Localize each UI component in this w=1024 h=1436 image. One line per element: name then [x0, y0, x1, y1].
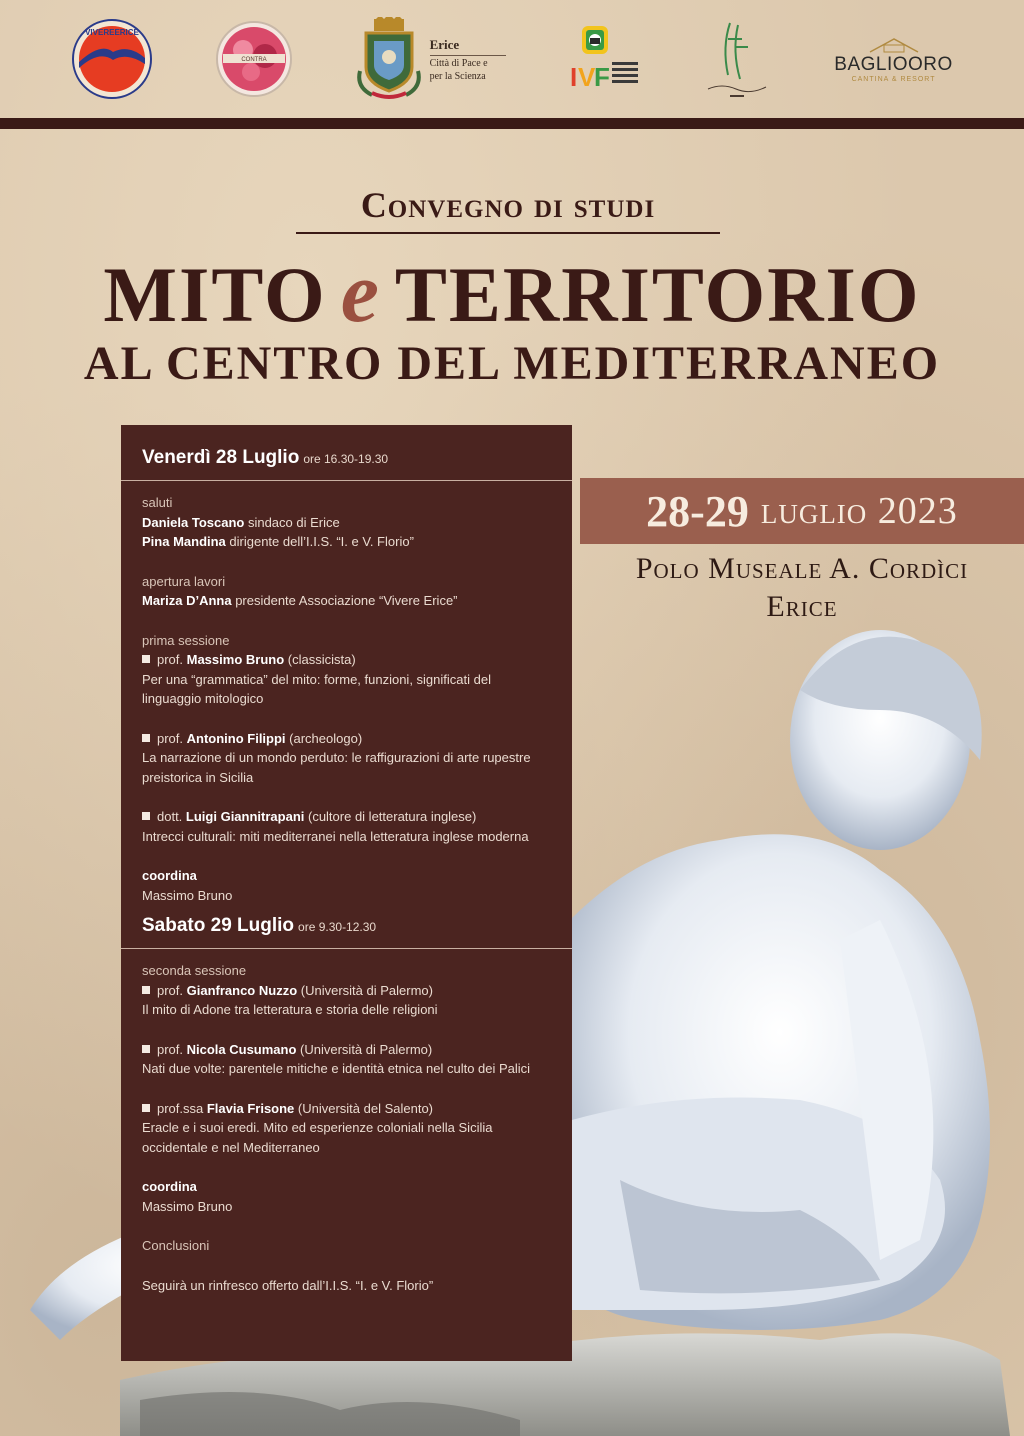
conclusioni-label: Conclusioni: [142, 1238, 210, 1253]
talk-title: Intrecci culturali: miti mediterranei nella letteratura inglese moderna: [142, 828, 529, 844]
event-month-year: luglio 2023: [760, 490, 958, 532]
session-label: seconda sessione: [142, 963, 247, 978]
speaker-name: Daniela Toscano: [142, 514, 245, 530]
speaker-role: (classicista): [284, 652, 356, 667]
speaker-title: prof.: [157, 730, 187, 746]
talk-title: Nati due volte: parentele mitiche e identità etnica nel culto dei Palici: [142, 1061, 531, 1076]
venue-line-2: Erice: [766, 590, 838, 623]
bullet-icon: [142, 986, 150, 994]
speaker-name: Pina Mandina: [142, 534, 226, 549]
winery-signature-logo: [702, 17, 772, 101]
speaker-role: dirigente dell’I.I.S. “I. e V. Florio”: [225, 534, 414, 549]
day1-time: ore 16.30-19.30: [303, 452, 389, 466]
baglio-name: BAGLIOORO: [834, 53, 953, 75]
talk-title: La narrazione di un mondo perduto: le raffigurazioni di arte rupestre preistorica in Sicilia: [142, 750, 531, 785]
convegno-heading: Convegno di studi: [296, 184, 720, 234]
speaker-title: prof.: [157, 982, 187, 998]
speaker-role: (cultore di letteratura inglese): [304, 809, 477, 824]
bullet-icon: [142, 1045, 150, 1053]
main-title: [0, 242, 1024, 342]
speaker-title: prof.ssa: [157, 1100, 207, 1116]
session-label: prima sessione: [142, 632, 230, 648]
saluti-block: [142, 493, 552, 552]
speaker-title: prof.: [157, 652, 187, 667]
coordina-block: [142, 866, 552, 905]
coordina-name: Massimo Bruno: [142, 1198, 233, 1214]
speaker-name: Antonino Filippi: [186, 730, 286, 746]
partner-logos: [0, 0, 1024, 118]
talk-item: [142, 1099, 552, 1158]
bullet-icon: [142, 734, 150, 742]
speaker-role: presidente Associazione “Vivere Erice”: [231, 593, 458, 608]
talk-title: Per una “grammatica” del mito: forme, funzioni, significati del linguaggio mitologico: [142, 671, 491, 706]
vivere-erice-logo: [71, 18, 153, 100]
speaker-role: (Università di Palermo): [297, 982, 433, 998]
bullet-icon: [142, 1104, 150, 1112]
contra-comune-logo: [215, 20, 293, 98]
erice-name: Erice: [430, 37, 506, 56]
speaker-name: Gianfranco Nuzzo: [186, 982, 298, 998]
talk-item: [142, 807, 552, 846]
coordina-block: [142, 1177, 552, 1216]
program-panel: [121, 425, 572, 1361]
event-dates: 28-29: [646, 486, 749, 536]
venue-line-1: Polo Museale A. Cordìci: [635, 552, 969, 585]
florio-school-logo: [568, 24, 640, 94]
rinfresco-note: [142, 1276, 552, 1296]
talk-title: Eracle e i suoi eredi. Mito ed esperienze coloniali nella Sicilia occidentale e nel Mediterraneo: [142, 1120, 493, 1155]
baglio-oro-logo: [834, 36, 953, 83]
talk-item: [142, 1040, 552, 1079]
speaker-role: (Università del Salento): [294, 1100, 434, 1116]
baglio-sub: CANTINA & RESORT: [851, 75, 936, 83]
talk-item: [142, 961, 552, 1020]
day1-title: Venerdì 28 Luglio: [142, 447, 300, 468]
svg-text:I: I: [569, 62, 578, 92]
day2-time: ore 9.30-12.30: [298, 920, 377, 934]
speaker-name: Nicola Cusumano: [186, 1041, 297, 1057]
main-subtitle: AL CENTRO DEL MEDITERRANEO: [83, 337, 941, 390]
svg-text:VIVEREERICE: VIVEREERICE: [85, 28, 140, 37]
speaker-name: Massimo Bruno: [186, 652, 285, 667]
rinfresco-text: Seguirà un rinfresco offerto dall’I.I.S. “I. e V. Florio”: [142, 1277, 434, 1293]
talk-item: [142, 729, 552, 788]
day1-divider: [121, 480, 572, 481]
day2-divider: [121, 948, 572, 949]
header-divider: [0, 118, 1024, 129]
erice-motto-1: Città di Pace e: [429, 57, 488, 69]
speaker-title: dott.: [157, 809, 186, 824]
speaker-name: Mariza D’Anna: [142, 593, 232, 608]
speaker-name: Flavia Frisone: [206, 1100, 295, 1116]
talk-item: [142, 631, 552, 709]
apertura-block: [142, 572, 552, 611]
conclusioni-block: [142, 1236, 552, 1256]
erice-motto-2: per la Scienza: [429, 70, 486, 82]
day2-title: Sabato 29 Luglio: [142, 915, 295, 936]
title-connector: e: [340, 244, 381, 340]
event-venue: [580, 550, 1024, 626]
bullet-icon: [142, 655, 150, 663]
title-mito: MITO: [103, 251, 327, 338]
day2-header: [142, 915, 552, 937]
bullet-icon: [142, 812, 150, 820]
talk-title: Il mito di Adone tra letteratura e storia delle religioni: [142, 1002, 438, 1017]
title-territorio: TERRITORIO: [394, 251, 921, 338]
speaker-role: sindaco di Erice: [244, 514, 340, 530]
coordina-name: Massimo Bruno: [142, 887, 233, 903]
svg-text:F: F: [593, 62, 610, 92]
speaker-role: (archeologo): [285, 730, 363, 746]
coordina-label: coordina: [142, 868, 197, 883]
erice-crest-logo: [356, 17, 506, 101]
saluti-label: saluti: [142, 495, 173, 510]
speaker-title: prof.: [157, 1041, 187, 1057]
svg-text:V: V: [577, 62, 596, 92]
day1-header: [142, 447, 552, 469]
speaker-name: Luigi Giannitrapani: [185, 809, 305, 824]
speaker-role: (Università di Palermo): [296, 1041, 433, 1057]
svg-text:CONTRA: CONTRA: [241, 57, 268, 63]
event-date-banner: [580, 478, 1024, 544]
apertura-label: apertura lavori: [142, 573, 226, 589]
coordina-label: coordina: [142, 1179, 197, 1194]
